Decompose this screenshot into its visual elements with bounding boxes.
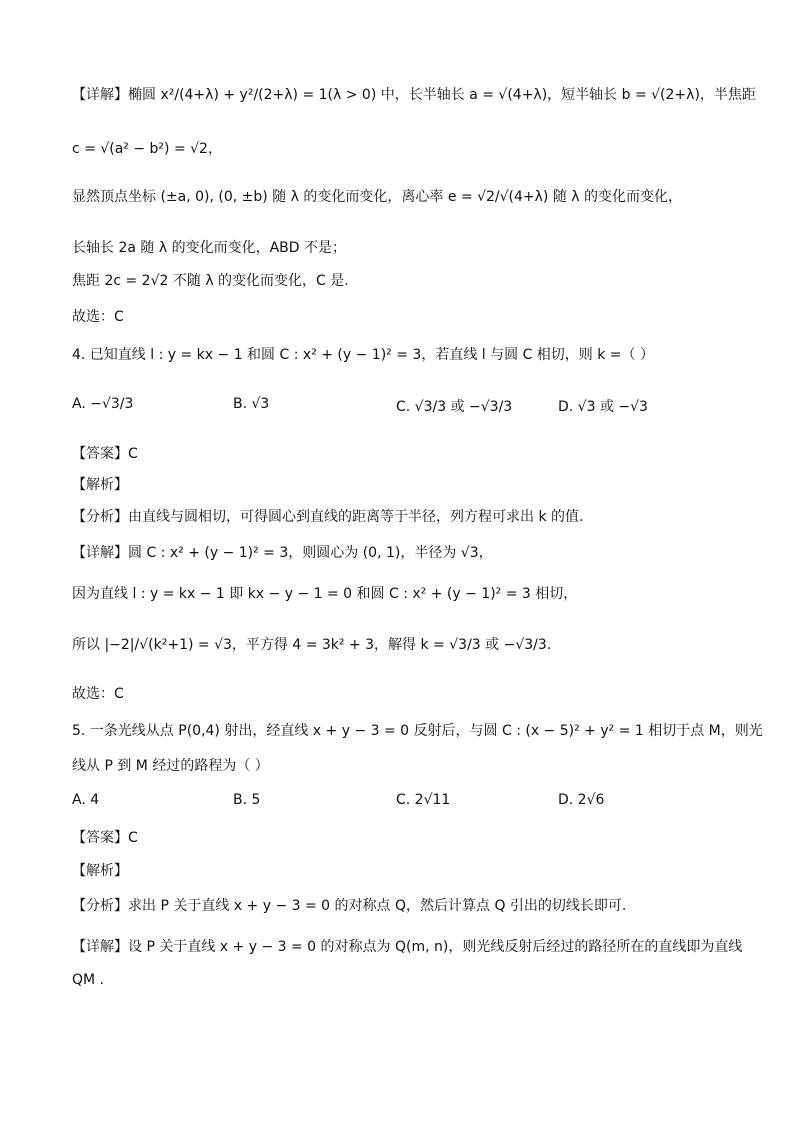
detail-text: 因为直线 l : y = kx − 1 即 kx − y − 1 = 0 和圆 C : x² + (y − 1)² = 3 相切， — [72, 586, 578, 602]
question-4: 4. 已知直线 l : y = kx − 1 和圆 C : x² + (y − 1)² = 3，若直线 l 与圆 C 相切，则 k =（ ） — [72, 347, 654, 363]
analysis-heading: 【解析】 — [72, 863, 128, 879]
option-a: A. −√3/3 — [72, 396, 134, 412]
option-b: B. √3 — [233, 396, 270, 412]
question-5-cont: 线从 P 到 M 经过的路程为（ ） — [72, 758, 269, 774]
option-a: A. 4 — [72, 792, 100, 808]
option-c: C. √3/3 或 −√3/3 — [396, 399, 513, 415]
analysis-heading: 【解析】 — [72, 477, 128, 493]
text-line: 【详解】椭圆 x²/(4+λ) + y²/(2+λ) = 1(λ > 0) 中，长半轴长 a = √(4+λ)，短半轴长 b = √(2+λ)，半焦距 — [72, 87, 756, 103]
answer: 【答案】C — [72, 446, 138, 462]
text-line: 焦距 2c = 2√2 不随 λ 的变化而变化，C 是. — [72, 273, 349, 289]
detail-text: 【详解】设 P 关于直线 x + y − 3 = 0 的对称点为 Q(m, n)，则光线反射后经过的路径所在的直线即为直线 — [72, 939, 743, 955]
answer: 【答案】C — [72, 830, 138, 846]
option-b: B. 5 — [233, 792, 261, 808]
analysis-text: 【分析】由直线与圆相切，可得圆心到直线的距离等于半径，列方程可求出 k 的值. — [72, 509, 584, 525]
text-line: 长轴长 2a 随 λ 的变化而变化，ABD 不是； — [72, 240, 346, 256]
option-d: D. 2√6 — [558, 792, 605, 808]
analysis-text: 【分析】求出 P 关于直线 x + y − 3 = 0 的对称点 Q，然后计算点 Q 引出的切线长即可. — [72, 898, 627, 914]
text-line: 显然顶点坐标 (±a, 0), (0, ±b) 随 λ 的变化而变化，离心率 e = √2/√(4+λ) 随 λ 的变化而变化， — [72, 189, 683, 205]
option-c: C. 2√11 — [396, 792, 451, 808]
detail-text: QM . — [72, 972, 104, 988]
detail-text: 【详解】圆 C : x² + (y − 1)² = 3，则圆心为 (0, 1)，半径为 √3， — [72, 545, 493, 561]
text-line: 故选：C — [72, 686, 124, 702]
text-line: c = √(a² − b²) = √2， — [72, 141, 222, 157]
question-5: 5. 一条光线从点 P(0,4) 射出，经直线 x + y − 3 = 0 反射后，与圆 C : (x − 5)² + y² = 1 相切于点 M，则光 — [72, 723, 763, 739]
option-d: D. √3 或 −√3 — [558, 399, 648, 415]
detail-text: 所以 |−2|/√(k²+1) = √3，平方得 4 = 3k² + 3，解得 k = √3/3 或 −√3/3. — [72, 637, 552, 653]
text-line: 故选：C — [72, 309, 124, 325]
